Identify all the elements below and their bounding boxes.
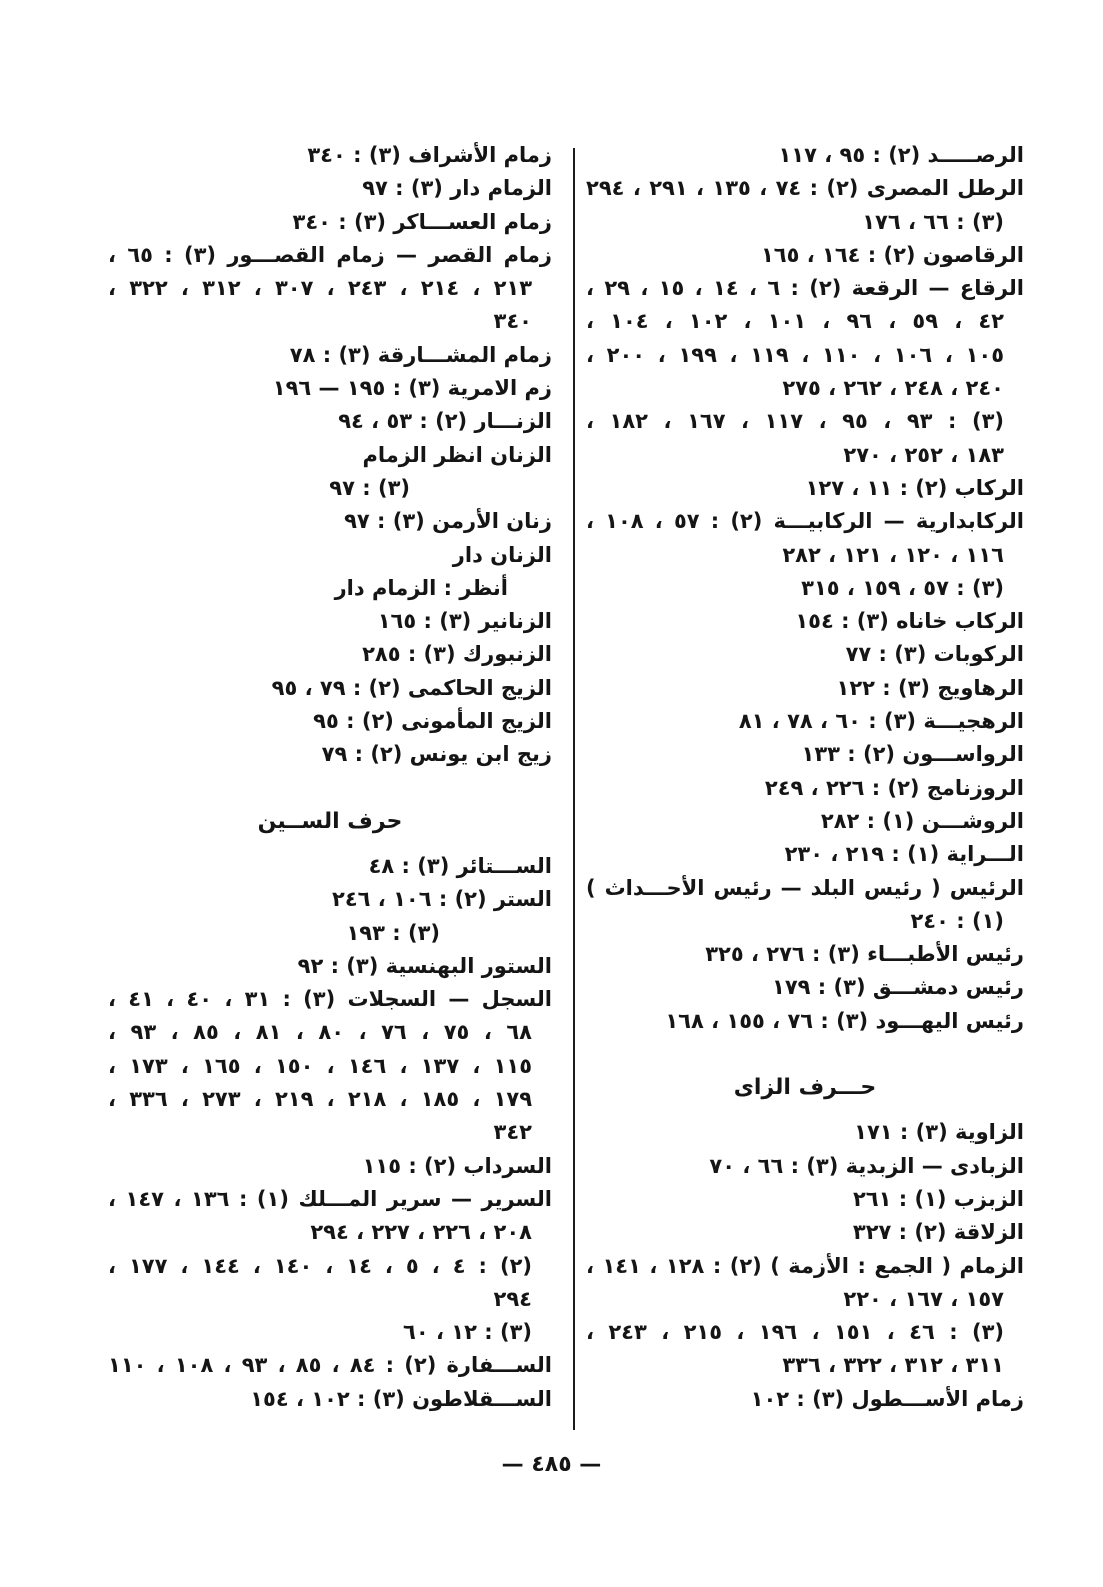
index-entry: رئيس الأطبـــاء (٣) : ٢٧٦ ، ٣٢٥ bbox=[705, 942, 1024, 967]
index-entry: (٣) : ٩٧ bbox=[329, 475, 410, 500]
index-entry: الركاب (٢) : ١١ ، ١٢٧ bbox=[805, 475, 1024, 500]
index-entry: ٢٤٠ ، ٢٤٨ ، ٢٦٢ ، ٢٧٥ bbox=[782, 376, 1004, 401]
index-entry: زمام المشـــارقة (٣) : ٧٨ bbox=[289, 342, 552, 367]
index-entry: ٣٤٢ bbox=[493, 1120, 532, 1145]
index-entry: ٢١٣ ، ٢١٤ ، ٢٤٣ ، ٣٠٧ ، ٣١٢ ، ٣٢٢ ، bbox=[108, 276, 533, 301]
index-entry: زمام الأشراف (٣) : ٣٤٠ bbox=[307, 143, 552, 167]
index-entry: الركوبات (٣) : ٧٧ bbox=[845, 642, 1024, 667]
index-entry: ٢٠٨ ، ٢٢٦ ، ٢٢٧ ، ٢٩٤ bbox=[310, 1220, 532, 1245]
index-entry: ١٧٩ ، ١٨٥ ، ٢١٨ ، ٢١٩ ، ٢٧٣ ، ٣٣٦ ، bbox=[108, 1087, 533, 1112]
index-entry: (٣) : ٦٦ ، ١٧٦ bbox=[862, 209, 1004, 234]
index-entry: ١٨٣ ، ٢٥٢ ، ٢٧٠ bbox=[843, 442, 1004, 467]
index-entry: زمام الأســـطول (٣) : ١٠٢ bbox=[750, 1386, 1024, 1411]
column-divider bbox=[573, 148, 575, 1430]
index-entry: الزاوية (٣) : ١٧١ bbox=[854, 1120, 1024, 1145]
index-entry: ١١٥ ، ١٣٧ ، ١٤٦ ، ١٥٠ ، ١٦٥ ، ١٧٣ ، bbox=[108, 1053, 533, 1078]
right-entries-ra bbox=[586, 139, 1024, 1038]
index-entry: الزمام دار (٣) : ٩٧ bbox=[362, 176, 552, 201]
index-entry: الروزنامج (٢) : ٢٢٦ ، ٢٤٩ bbox=[764, 775, 1024, 800]
index-entry: ١٥٧ ، ١٦٧ ، ٢٢٠ bbox=[843, 1286, 1004, 1311]
index-entry: الروشـــن (١) : ٢٨٢ bbox=[820, 808, 1024, 833]
index-entry: ٤٢ ، ٥٩ ، ٩٦ ، ١٠١ ، ١٠٢ ، ١٠٤ ، bbox=[586, 309, 1004, 334]
right-column bbox=[586, 139, 1024, 1416]
index-entry: ١١٦ ، ١٢٠ ، ١٢١ ، ٢٨٢ bbox=[782, 542, 1004, 567]
left-entries-zay bbox=[108, 139, 552, 772]
index-entry: الرطل المصرى (٢) : ٧٤ ، ١٣٥ ، ٢٩١ ، ٢٩٤ bbox=[586, 176, 1024, 201]
index-entry: رئيس اليهـــود (٣) : ٧٦ ، ١٥٥ ، ١٦٨ bbox=[665, 1008, 1024, 1033]
index-entry: الـــراية (١) : ٢١٩ ، ٢٣٠ bbox=[784, 842, 1024, 867]
index-entry: الركاب خاناه (٣) : ١٥٤ bbox=[795, 609, 1024, 634]
index-entry: ٢٩٤ bbox=[493, 1286, 532, 1311]
index-entry: السجل — السجلات (٣) : ٣١ ، ٤٠ ، ٤١ ، bbox=[108, 987, 552, 1012]
index-entry: (٣) : ١٩٣ bbox=[346, 920, 440, 945]
index-entry: الزنبورك (٣) : ٢٨٥ bbox=[362, 642, 552, 667]
section-heading-sin: حرف الســين bbox=[257, 808, 403, 834]
index-entry: السرداب (٢) : ١١٥ bbox=[362, 1153, 552, 1178]
index-entry: (٣) : ٥٧ ، ١٥٩ ، ٣١٥ bbox=[801, 575, 1004, 600]
index-entry: الســـقلاطون (٣) : ١٠٢ ، ١٥٤ bbox=[250, 1386, 552, 1411]
index-entry: زمام القصر — زمام القصـــور (٣) : ٦٥ ، bbox=[108, 242, 552, 267]
index-entry: السرير — سرير المـــلك (١) : ١٣٦ ، ١٤٧ ، bbox=[108, 1186, 552, 1211]
index-entry: الرهاويج (٣) : ١٢٢ bbox=[836, 675, 1024, 700]
index-entry: ٣١١ ، ٣١٢ ، ٣٢٢ ، ٣٣٦ bbox=[782, 1353, 1004, 1378]
index-entry: الرقاع — الرقعة (٢) : ٦ ، ١٤ ، ١٥ ، ٢٩ ، bbox=[586, 276, 1024, 301]
right-entries-zay bbox=[586, 1116, 1024, 1416]
index-entry: الزنان دار bbox=[452, 542, 552, 567]
index-entry: ٦٨ ، ٧٥ ، ٧٦ ، ٨٠ ، ٨١ ، ٨٥ ، ٩٣ ، bbox=[108, 1020, 532, 1045]
index-entry: زيج ابن يونس (٢) : ٧٩ bbox=[321, 742, 552, 767]
index-entry: الزيج المأمونى (٢) : ٩٥ bbox=[313, 709, 552, 734]
index-entry: أنظر : الزمام دار bbox=[334, 575, 508, 600]
index-entry: الرئيس ( رئيس البلد — رئيس الأحـــداث ) bbox=[586, 875, 1024, 900]
left-entries-sin bbox=[108, 850, 552, 1416]
page-number: — ٤٨٥ — bbox=[501, 1452, 602, 1477]
left-column bbox=[108, 139, 552, 1416]
index-entry: الســـتائر (٣) : ٤٨ bbox=[368, 853, 552, 878]
index-entry: الزلاقة (٢) : ٣٢٧ bbox=[852, 1220, 1024, 1245]
index-entry: (٣) : ٩٣ ، ٩٥ ، ١١٧ ، ١٦٧ ، ١٨٢ ، bbox=[586, 409, 1005, 434]
index-entry: (٢) : ٤ ، ٥ ، ١٤ ، ١٤٠ ، ١٤٤ ، ١٧٧ ، bbox=[108, 1253, 532, 1278]
index-entry: الستور البهنسية (٣) : ٩٢ bbox=[297, 953, 552, 978]
index-entry: الســـفارة (٢) : ٨٤ ، ٨٥ ، ٩٣ ، ١٠٨ ، ١١٠ bbox=[108, 1353, 552, 1378]
index-entry: رئيس دمشـــق (٣) : ١٧٩ bbox=[772, 975, 1024, 1000]
index-entry: الستر (٢) : ١٠٦ ، ٢٤٦ bbox=[332, 887, 552, 912]
index-entry: الرهجيـــة (٣) : ٦٠ ، ٧٨ ، ٨١ bbox=[738, 709, 1024, 734]
index-entry: الزنانير (٣) : ١٦٥ bbox=[377, 609, 552, 634]
index-entry: زمام العســـاكر (٣) : ٣٤٠ bbox=[292, 209, 552, 234]
index-entry: (١) : ٢٤٠ bbox=[910, 908, 1004, 933]
index-entry: الركابدارية — الركابيـــة (٢) : ٥٧ ، ١٠٨ ، bbox=[586, 509, 1024, 534]
index-entry: الرصـــــد (٢) : ٩٥ ، ١١٧ bbox=[778, 143, 1024, 167]
section-heading-zay: حـــرف الزاى bbox=[733, 1075, 877, 1101]
index-entry: الرقاصون (٢) : ١٦٤ ، ١٦٥ bbox=[760, 242, 1024, 267]
index-entry: ١٠٥ ، ١٠٦ ، ١١٠ ، ١١٩ ، ١٩٩ ، ٢٠٠ ، bbox=[586, 342, 1005, 367]
index-entry: الزبادى — الزبدية (٣) : ٦٦ ، ٧٠ bbox=[709, 1153, 1024, 1178]
index-entry: زم الامرية (٣) : ١٩٥ — ١٩٦ bbox=[272, 376, 552, 401]
index-entry: الزبزب (١) : ٢٦١ bbox=[852, 1186, 1024, 1211]
index-entry: ٣٤٠ bbox=[493, 309, 532, 334]
index-entry: الرواســـون (٢) : ١٣٣ bbox=[801, 742, 1024, 767]
index-entry: (٣) : ٤٦ ، ١٥١ ، ١٩٦ ، ٢١٥ ، ٢٤٣ ، bbox=[586, 1320, 1005, 1345]
index-entry: الزيج الحاكمى (٢) : ٧٩ ، ٩٥ bbox=[271, 675, 552, 700]
index-entry: (٣) : ١٢ ، ٦٠ bbox=[403, 1320, 532, 1345]
index-entry: زنان الأرمن (٣) : ٩٧ bbox=[344, 509, 552, 534]
index-entry: الزنـــار (٢) : ٥٣ ، ٩٤ bbox=[338, 409, 552, 434]
index-entry: الزمام ( الجمع : الأزمة ) (٢) : ١٢٨ ، ١٤١ ، bbox=[586, 1253, 1024, 1278]
index-entry: الزنان انظر الزمام bbox=[362, 442, 552, 467]
